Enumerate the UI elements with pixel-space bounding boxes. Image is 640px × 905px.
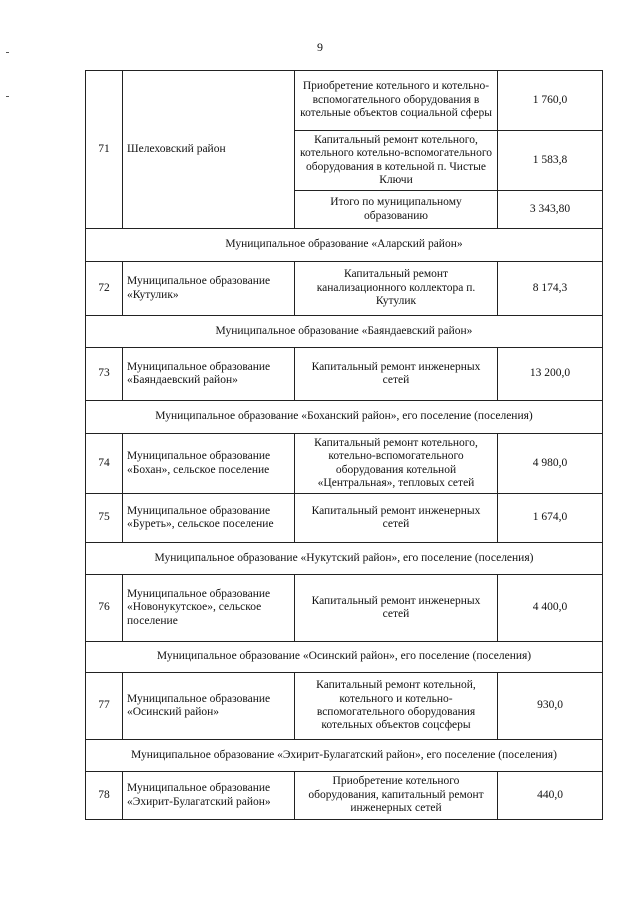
- section-header-row: [86, 543, 603, 575]
- municipality-name: Муниципальное образование «Буреть», сельское поселение: [123, 494, 295, 543]
- scan-mark: [6, 96, 9, 97]
- amount: 8 174,3: [498, 262, 603, 316]
- section-title: Муниципальное образование «Аларский район»: [86, 229, 603, 262]
- budget-table: [85, 70, 603, 820]
- work-description: Капитальный ремонт котельной, котельного и котельно-вспомогательного оборудования котельных объектов соцсферы: [295, 673, 498, 740]
- row-number: 71: [86, 71, 123, 229]
- section-title: Муниципальное образование «Эхирит-Булагатский район», его поселение (поселения): [86, 740, 603, 772]
- table-row: [86, 494, 603, 543]
- work-description: Капитальный ремонт канализационного коллектора п. Кутулик: [295, 262, 498, 316]
- amount: 930,0: [498, 673, 603, 740]
- work-description: Приобретение котельного и котельно-вспомогательного оборудования в котельные объектов социальной сферы: [295, 71, 498, 131]
- municipality-name: Муниципальное образование «Осинский район»: [123, 673, 295, 740]
- amount: 1 583,8: [498, 131, 603, 191]
- amount: 13 200,0: [498, 348, 603, 401]
- work-description: Приобретение котельного оборудования, капитальный ремонт инженерных сетей: [295, 772, 498, 820]
- amount: 440,0: [498, 772, 603, 820]
- total-amount: 3 343,80: [498, 191, 603, 229]
- municipality-name: Муниципальное образование «Баяндаевский район»: [123, 348, 295, 401]
- work-description: Капитальный ремонт котельного, котельно-вспомогательного оборудования котельной «Центральная», тепловых сетей: [295, 434, 498, 494]
- work-description: Капитальный ремонт котельного, котельного котельно-вспомогательного оборудования в котельной п. Чистые Ключи: [295, 131, 498, 191]
- section-title: Муниципальное образование «Осинский район», его поселение (поселения): [86, 642, 603, 673]
- table-row: [86, 673, 603, 740]
- amount: 1 674,0: [498, 494, 603, 543]
- amount: 4 400,0: [498, 575, 603, 642]
- row-number: 73: [86, 348, 123, 401]
- row-number: 77: [86, 673, 123, 740]
- row-number: 74: [86, 434, 123, 494]
- row-number: 76: [86, 575, 123, 642]
- work-description: Капитальный ремонт инженерных сетей: [295, 575, 498, 642]
- section-title: Муниципальное образование «Нукутский район», его поселение (поселения): [86, 543, 603, 575]
- municipality-name: Муниципальное образование «Новонукутское», сельское поселение: [123, 575, 295, 642]
- table-row: [86, 262, 603, 316]
- section-title: Муниципальное образование «Боханский район», его поселение (поселения): [86, 401, 603, 434]
- section-header-row: [86, 740, 603, 772]
- amount: 4 980,0: [498, 434, 603, 494]
- total-label: Итого по муниципальному образованию: [295, 191, 498, 229]
- section-header-row: [86, 316, 603, 348]
- municipality-name: Муниципальное образование «Бохан», сельское поселение: [123, 434, 295, 494]
- section-title: Муниципальное образование «Баяндаевский район»: [86, 316, 603, 348]
- row-number: 72: [86, 262, 123, 316]
- work-description: Капитальный ремонт инженерных сетей: [295, 494, 498, 543]
- row-number: 75: [86, 494, 123, 543]
- table-row: [86, 575, 603, 642]
- work-description: Капитальный ремонт инженерных сетей: [295, 348, 498, 401]
- section-header-row: [86, 401, 603, 434]
- section-header-row: [86, 229, 603, 262]
- table-row: [86, 348, 603, 401]
- municipality-name: Муниципальное образование «Кутулик»: [123, 262, 295, 316]
- page-number: 9: [317, 40, 323, 54]
- section-header-row: [86, 642, 603, 673]
- table-row: [86, 71, 603, 131]
- table-row: [86, 434, 603, 494]
- row-number: 78: [86, 772, 123, 820]
- municipality-name: Муниципальное образование «Эхирит-Булагатский район»: [123, 772, 295, 820]
- amount: 1 760,0: [498, 71, 603, 131]
- municipality-name: Шелеховский район: [123, 71, 295, 229]
- table-row: [86, 772, 603, 820]
